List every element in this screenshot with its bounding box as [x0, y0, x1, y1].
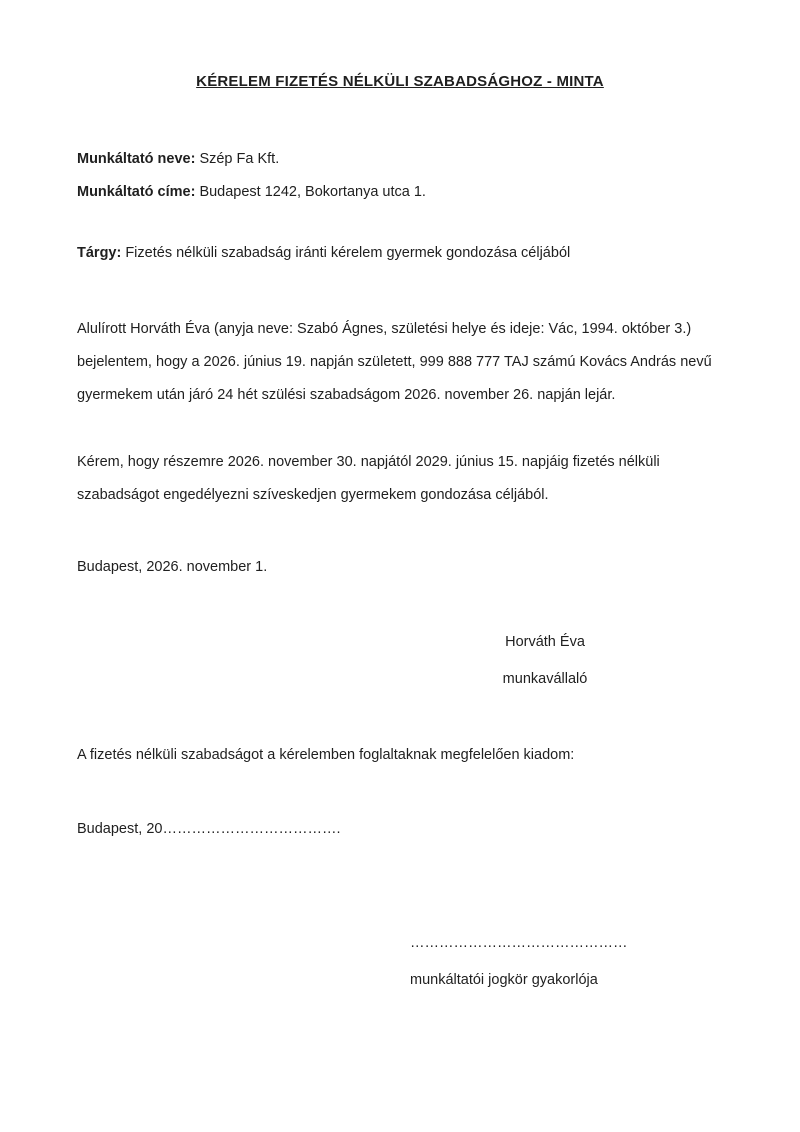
employee-signature-name: Horváth Éva: [505, 634, 585, 650]
employer-name-label: Munkáltató neve:: [77, 151, 196, 167]
employer-name-value: Szép Fa Kft.: [199, 151, 280, 167]
request-paragraph: [77, 446, 723, 512]
employer-signatory-role: munkáltatói jogkör gyakorlója: [410, 972, 598, 988]
subject-value: Fizetés nélküli szabadság iránti kérelem gyermek gondozása céljából: [125, 245, 571, 261]
employee-signature-role: munkavállaló: [502, 671, 588, 687]
request-paragraph-line: szabadságot engedélyezni szíveskedjen gyermekem gondozása céljából.: [77, 487, 549, 503]
request-paragraph-line: Kérem, hogy részemre 2026. november 30. napjától 2029. június 15. napjáig fizetés nélküli: [77, 454, 660, 470]
employer-name-line: [77, 143, 723, 176]
employer-address-value: Budapest 1242, Bokortanya utca 1.: [199, 184, 426, 200]
employer-info-block: [77, 143, 723, 209]
employer-address-line: [77, 176, 723, 209]
subject-label: Tárgy:: [77, 245, 122, 261]
employer-address-label: Munkáltató címe:: [77, 184, 196, 200]
subject-line: [77, 237, 723, 270]
intro-paragraph-line: bejelentem, hogy a 2026. június 19. napján született, 999 888 777 TAJ számú Kovács András nevű: [77, 354, 712, 370]
approval-statement: A fizetés nélküli szabadságot a kérelemben foglaltaknak megfelelően kiadom:: [77, 747, 575, 763]
intro-paragraph-line: gyermekem után járó 24 hét szülési szabadságom 2026. november 26. napján lejár.: [77, 387, 616, 403]
employer-signature-dots: ………………………………………: [410, 935, 628, 951]
intro-paragraph: [77, 313, 723, 412]
document-title: KÉRELEM FIZETÉS NÉLKÜLI SZABADSÁGHOZ - MINTA: [196, 73, 604, 90]
approval-date-line: Budapest, 20……………………………….: [77, 821, 341, 837]
request-date-line: Budapest, 2026. november 1.: [77, 559, 268, 575]
intro-paragraph-line: Alulírott Horváth Éva (anyja neve: Szabó Ágnes, születési helye és ideje: Vác, 1994. október 3.): [77, 321, 692, 337]
